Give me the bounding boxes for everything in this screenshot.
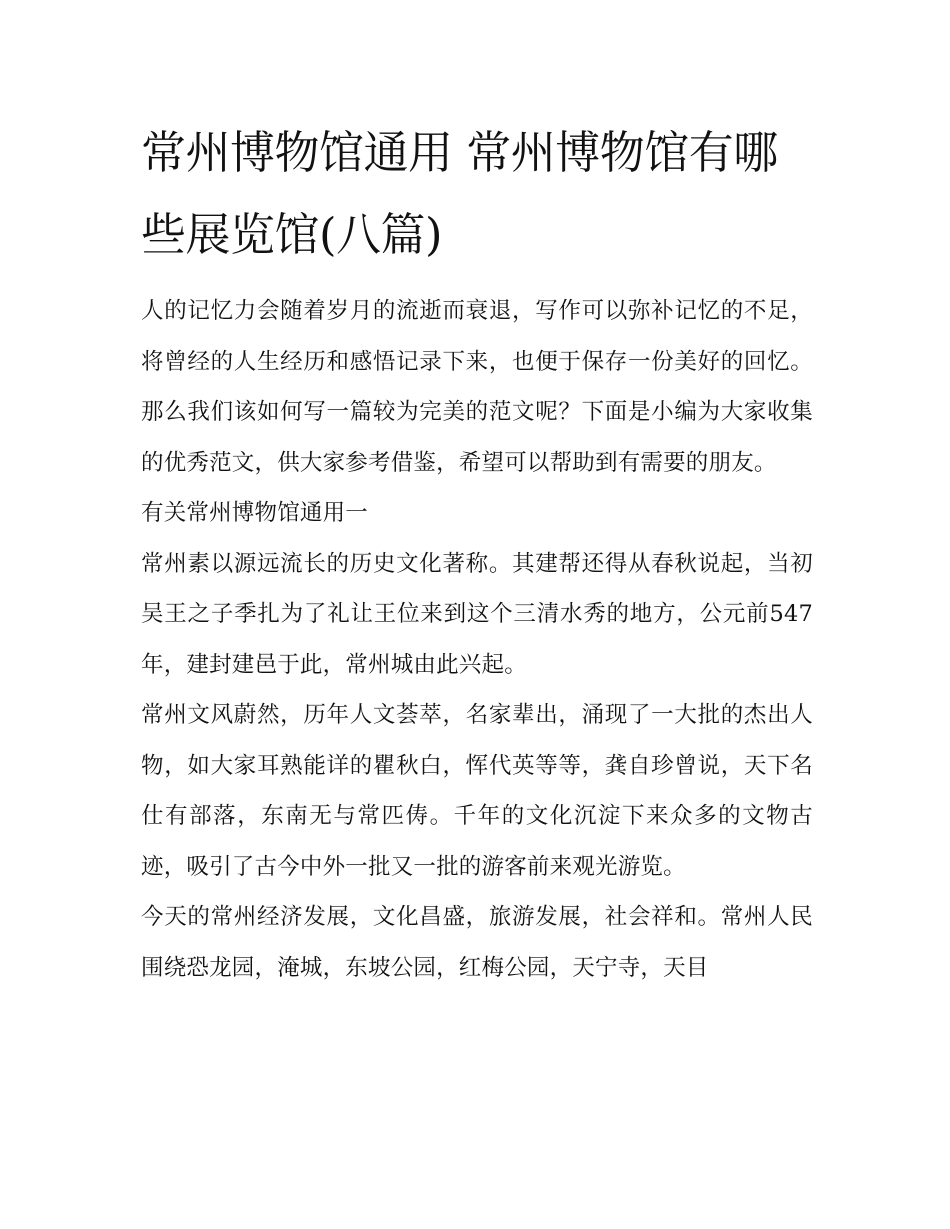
section-heading: 有关常州博物馆通用一: [141, 500, 369, 526]
culture-paragraph: 常州文风蔚然，历年人文荟萃，名家辈出，涌现了一大批的杰出人物，如大家耳熟能详的瞿秋白，恽代英等等，龚自珍曾说，天下名仕有部落，东南无与常匹俦。千年的文化沉淀下来众多的文物古迹，吸引了古今中外一批又一批的游客前来观光游览。: [141, 702, 813, 880]
document-title: 常州博物馆通用 常州博物馆有哪些展览馆(八篇): [141, 126, 778, 261]
intro-paragraph: 人的记忆力会随着岁月的流逝而衰退，写作可以弥补记忆的不足，将曾经的人生经历和感悟记录下来，也便于保存一份美好的回忆。那么我们该如何写一篇较为完美的范文呢？下面是小编为大家收集的优秀范文，供大家参考借鉴，希望可以帮助到有需要的朋友。: [141, 298, 813, 476]
document-content: [141, 112, 813, 993]
history-paragraph: 常州素以源远流长的历史文化著称。其建帮还得从春秋说起，当初吴王之子季扎为了礼让王位来到这个三清水秀的地方，公元前547年，建封建邑于此，常州城由此兴起。: [141, 550, 813, 678]
today-paragraph: 今天的常州经济发展，文化昌盛，旅游发展，社会祥和。常州人民围绕恐龙园，淹城，东坡公园，红梅公园，天宁寺，天目: [141, 904, 813, 981]
